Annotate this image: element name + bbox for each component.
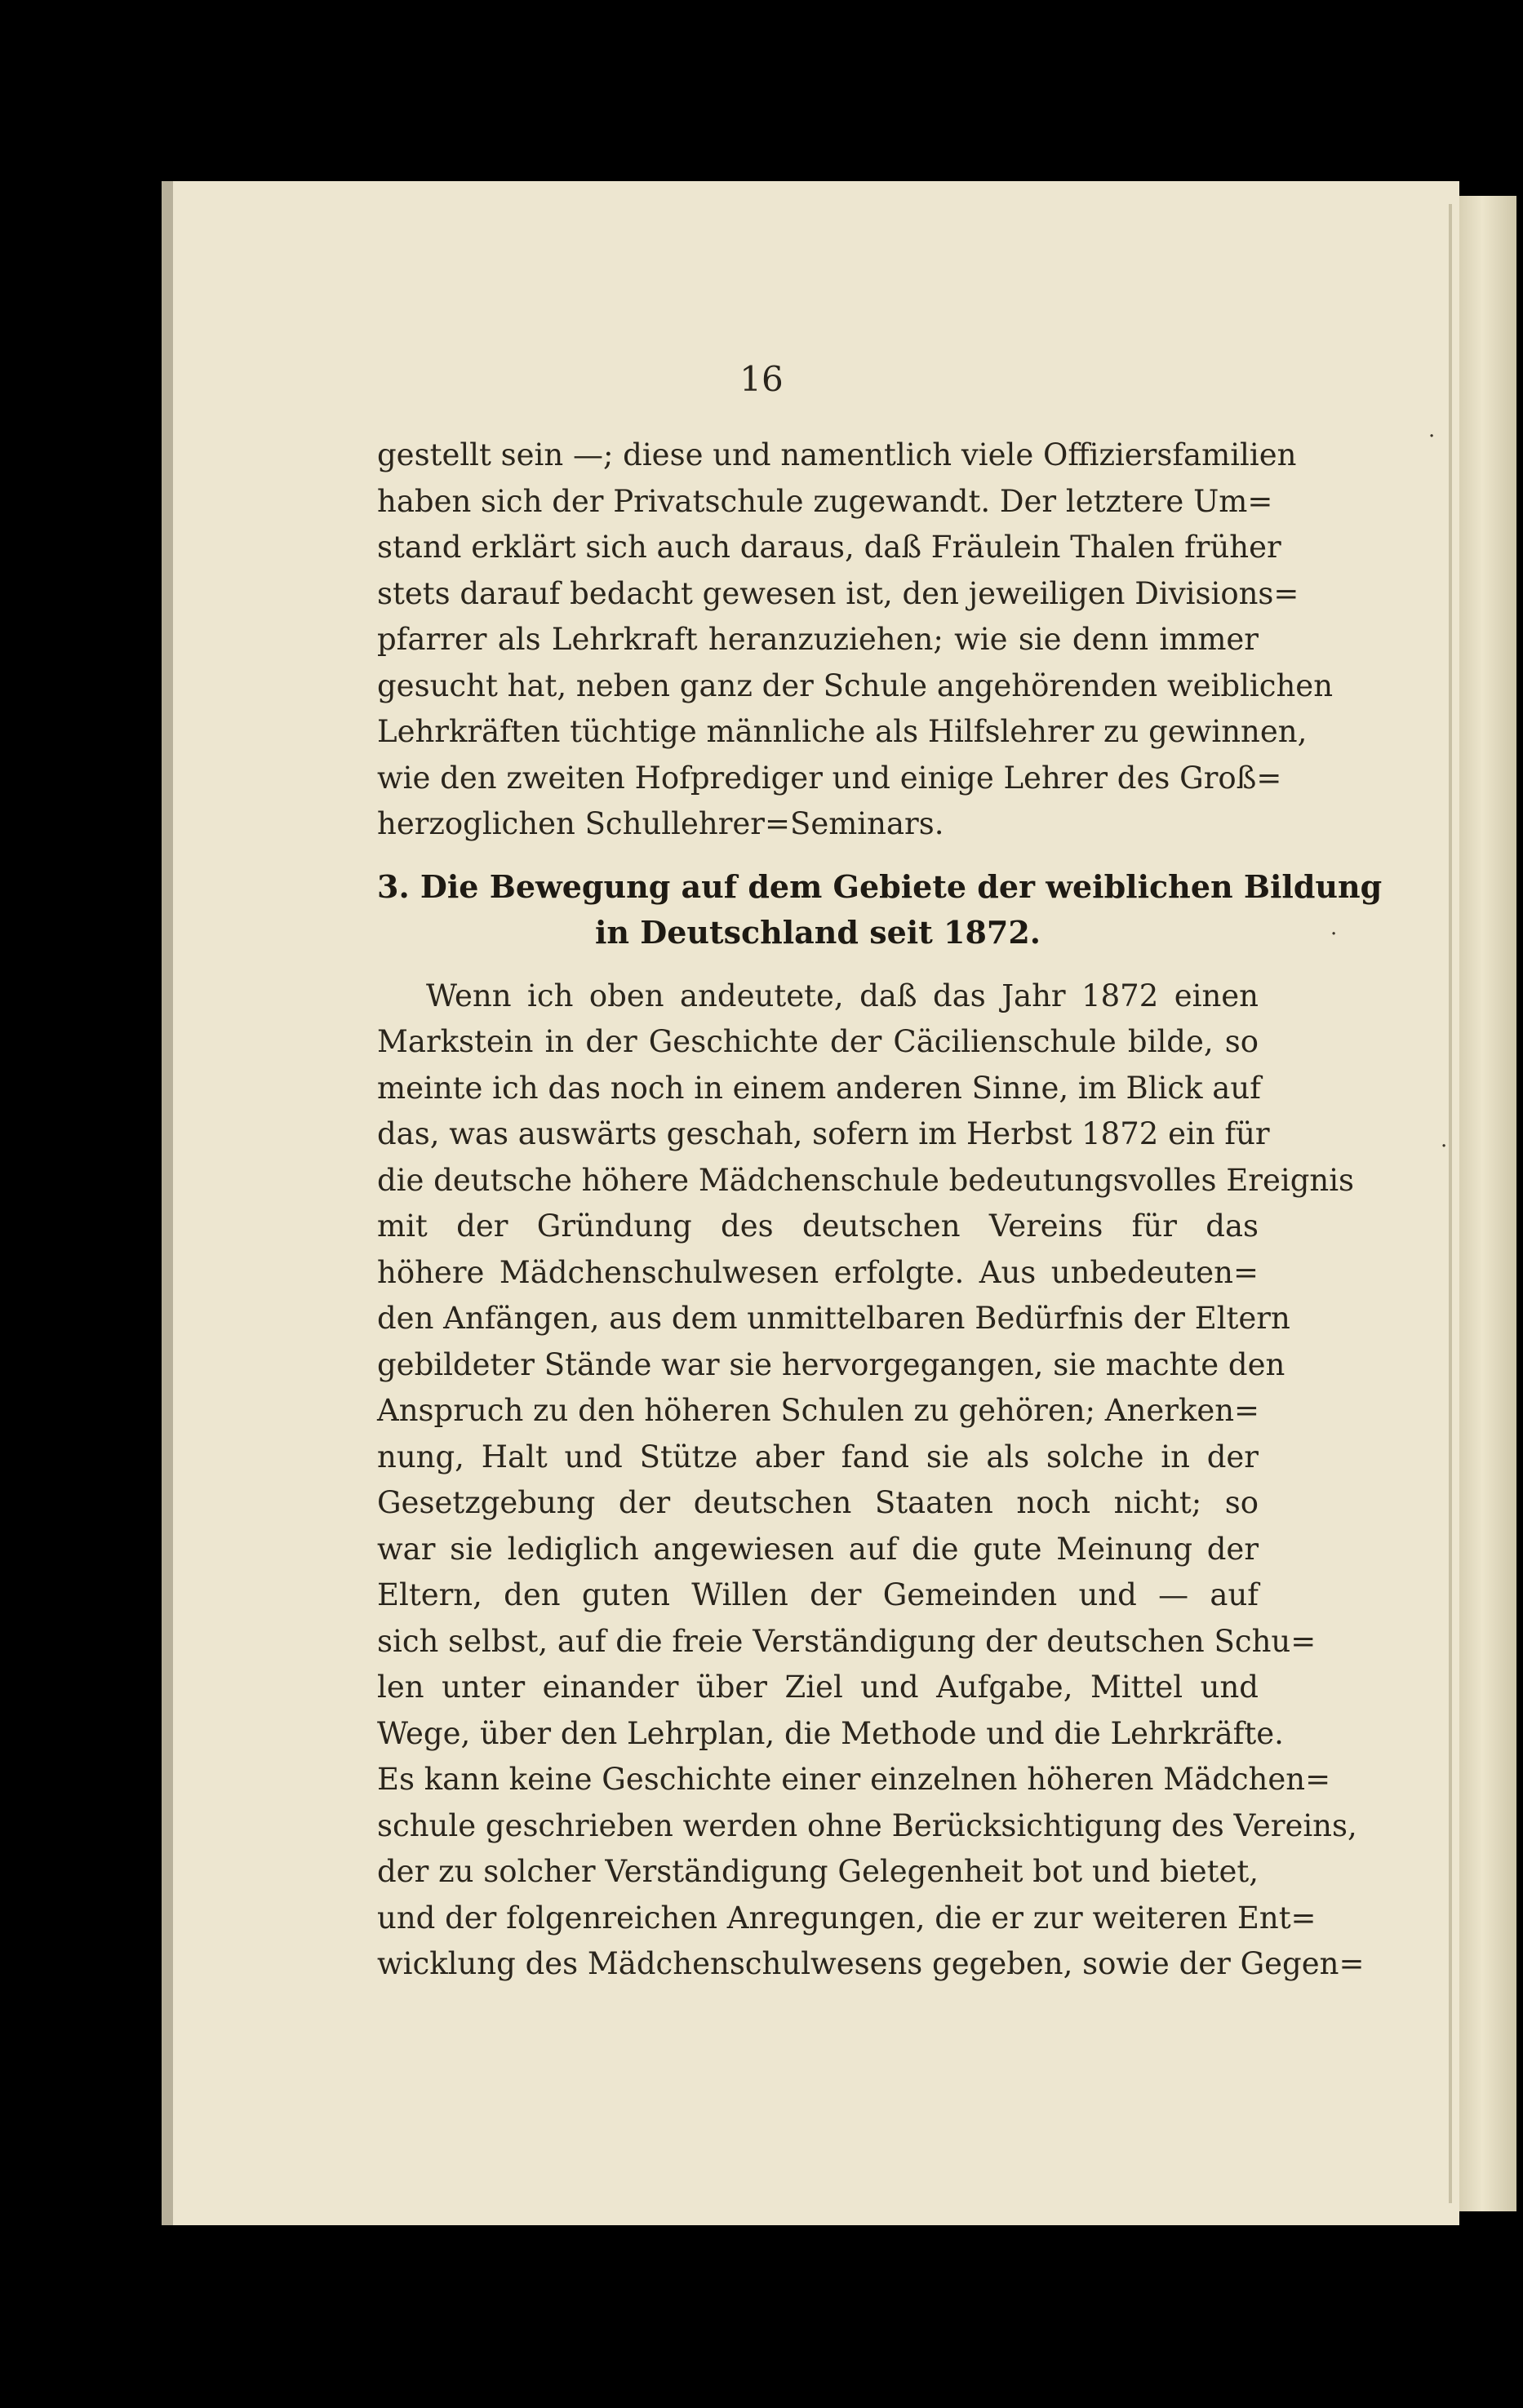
text-line: die deutsche höhere Mädchenschule bedeutungsvolles Ereignis	[377, 1162, 1355, 1198]
margin-mark: ·	[1441, 1134, 1448, 1159]
text-line: pfarrer als Lehrkraft heranzuziehen; wie sie denn immer	[377, 622, 1259, 657]
text-line: sich selbst, auf die freie Verständigung der deutschen Schu=	[377, 1623, 1317, 1659]
text-line: haben sich der Privatschule zugewandt. Der letztere Um=	[377, 483, 1273, 519]
text-line: wie den zweiten Hofprediger und einige Lehrer des Groß=	[377, 760, 1282, 796]
paragraph-1	[377, 432, 1334, 848]
section-heading-line-1: 3. Die Bewegung auf dem Gebiete der weiblichen Bildung	[377, 867, 1383, 905]
text-line: höhere Mädchenschulwesen erfolgte. Aus unbedeuten=	[377, 1254, 1259, 1290]
text-line: Eltern, den guten Willen der Gemeinden und — auf	[377, 1577, 1259, 1612]
text-line: herzoglichen Schullehrer=Seminars.	[377, 806, 944, 841]
text-line: stets darauf bedacht gewesen ist, den jeweiligen Divisions=	[377, 575, 1299, 611]
text-line: Wenn ich oben andeutete, daß das Jahr 1872 einen	[426, 978, 1259, 1013]
paragraph-2	[377, 973, 1365, 1988]
text-line: das, was auswärts geschah, sofern im Herbst 1872 ein für	[377, 1116, 1270, 1151]
text-line: Wege, über den Lehrplan, die Methode und die Lehrkräfte.	[377, 1715, 1284, 1751]
text-line: gebildeter Stände war sie hervorgegangen, sie machte den	[377, 1346, 1285, 1382]
text-line: stand erklärt sich auch daraus, daß Fräulein Thalen früher	[377, 530, 1281, 565]
page-text	[377, 432, 1383, 1988]
text-line: Markstein in der Geschichte der Cäcilienschule bilde, so	[377, 1024, 1259, 1059]
text-line: den Anfängen, aus dem unmittelbaren Bedürfnis der Eltern	[377, 1301, 1290, 1336]
text-line: Gesetzgebung der deutschen Staaten noch nicht; so	[377, 1485, 1259, 1520]
text-line: Es kann keine Geschichte einer einzelnen höheren Mädchen=	[377, 1762, 1331, 1797]
text-line: schule geschrieben werden ohne Berücksichtigung des Vereins,	[377, 1807, 1357, 1843]
text-line: und der folgenreichen Anregungen, die er zur weiteren Ent=	[377, 1900, 1317, 1936]
page-number: 16	[739, 359, 784, 399]
section-heading-line-2: in Deutschland seit 1872.	[594, 913, 1041, 951]
next-page-edge	[1459, 196, 1516, 2211]
page-gutter-line	[1449, 204, 1452, 2203]
section-heading	[377, 864, 1383, 956]
text-line: Anspruch zu den höheren Schulen zu gehören; Anerken=	[377, 1393, 1260, 1428]
text-line: Lehrkräften tüchtige männliche als Hilfslehrer zu gewinnen,	[377, 714, 1308, 749]
text-line: wicklung des Mädchenschulwesens gegeben, sowie der Gegen=	[377, 1946, 1365, 1981]
text-line: der zu solcher Verständigung Gelegenheit bot und bietet,	[377, 1854, 1259, 1889]
text-line: mit der Gründung des deutschen Vereins für das	[377, 1208, 1259, 1244]
text-line: nung, Halt und Stütze aber fand sie als solche in der	[377, 1439, 1259, 1475]
text-line: gestellt sein —; diese und namentlich viele Offiziersfamilien	[377, 437, 1297, 472]
text-line: meinte ich das noch in einem anderen Sinne, im Blick auf	[377, 1070, 1261, 1106]
margin-mark: ·	[1428, 424, 1436, 449]
text-line: war sie lediglich angewiesen auf die gute Meinung der	[377, 1531, 1259, 1567]
text-line: len unter einander über Ziel und Aufgabe, Mittel und	[377, 1670, 1259, 1705]
text-line: gesucht hat, neben ganz der Schule angehörenden weiblichen	[377, 667, 1334, 703]
margin-mark: ·	[1330, 922, 1338, 947]
